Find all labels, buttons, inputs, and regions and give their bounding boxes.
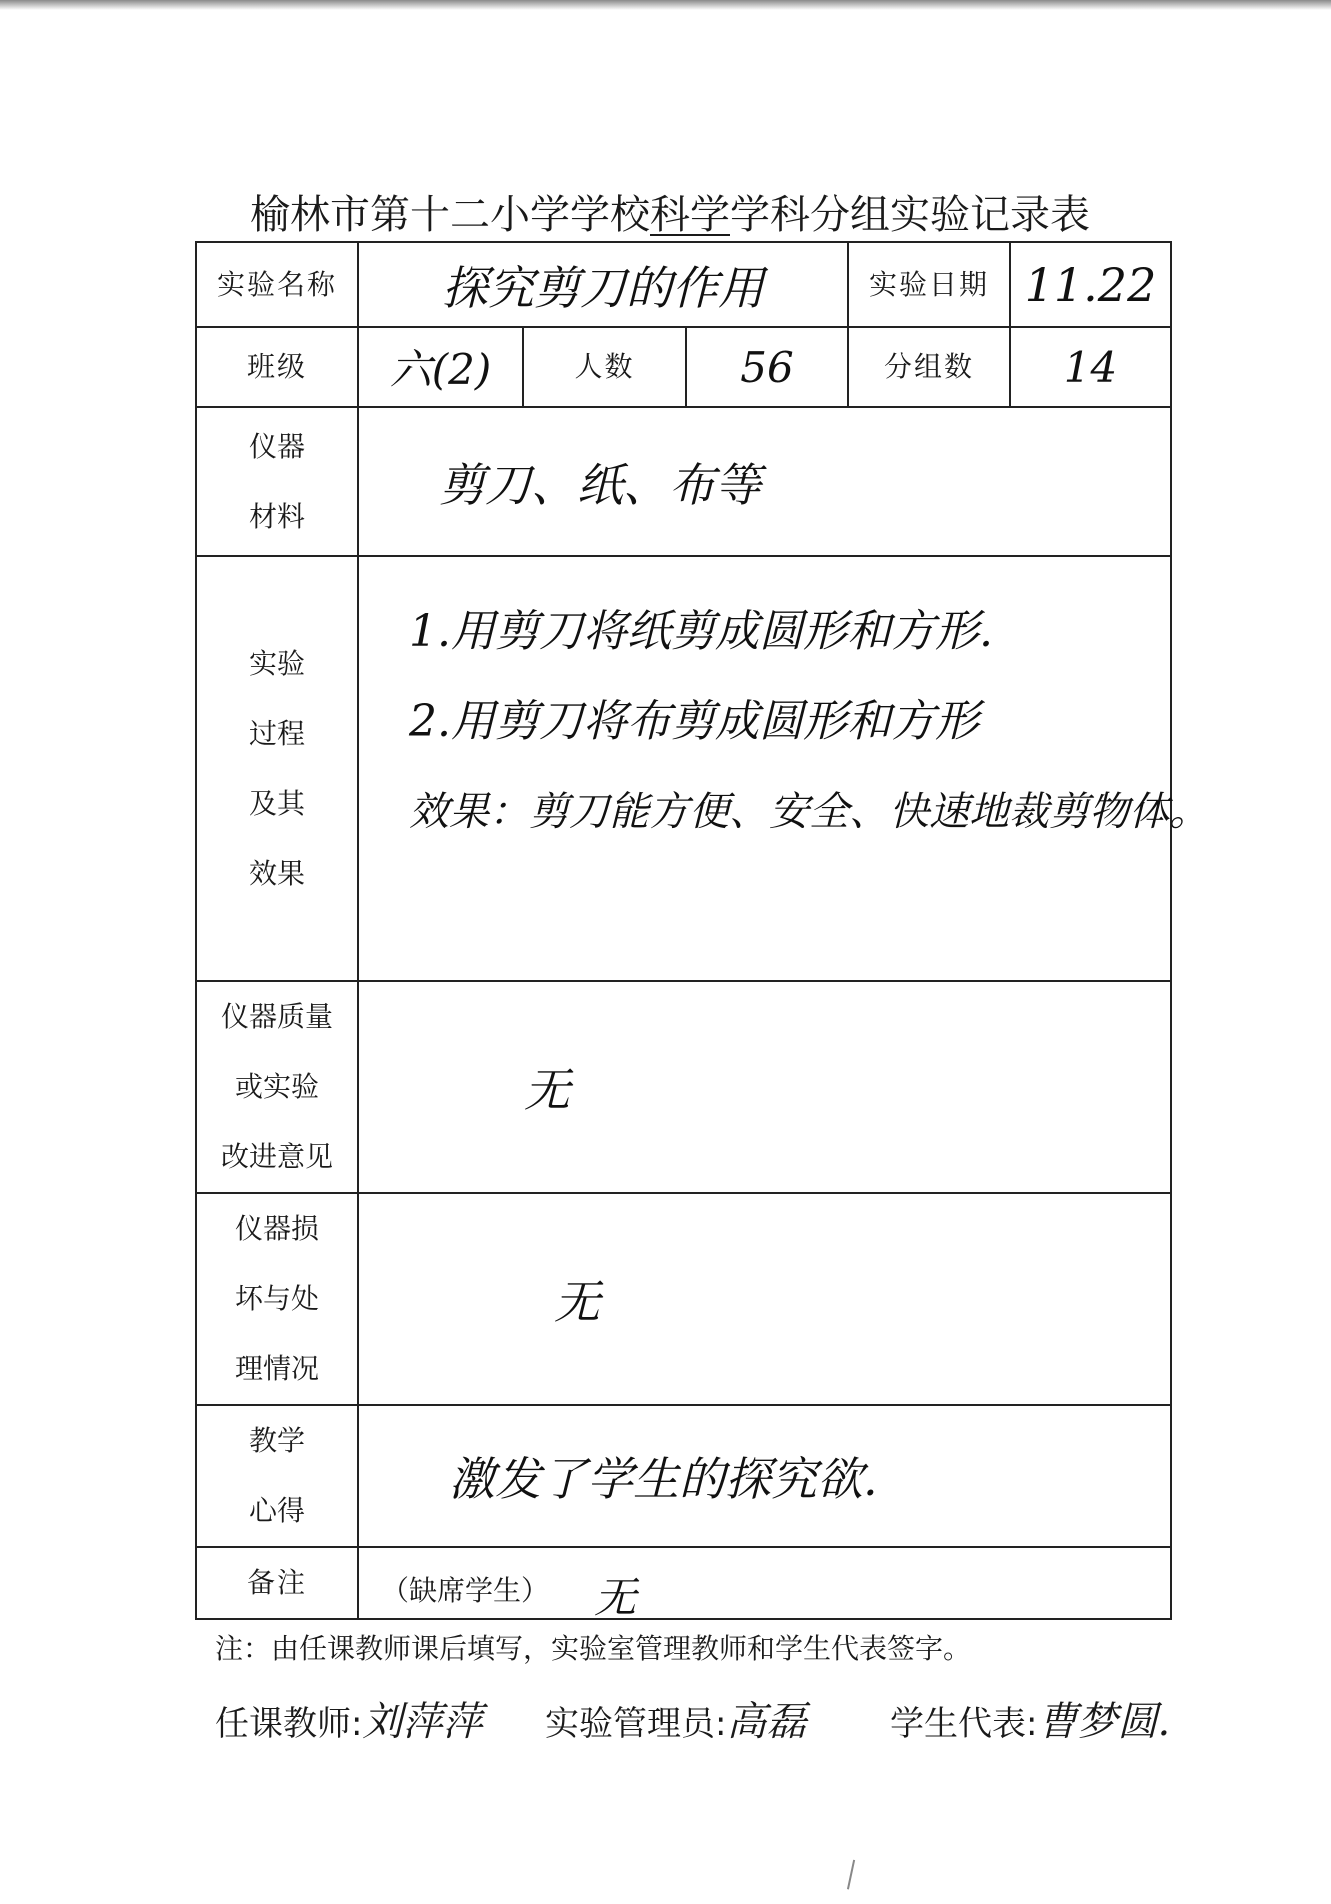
label-damage-line2: 坏与处 <box>234 1282 319 1315</box>
row-experiment-name <box>196 242 1171 327</box>
label-headcount: 人数 <box>523 327 686 407</box>
title-prefix: 榆林市第十二小学学校 <box>250 192 650 238</box>
footnote: 注：由任课教师课后填写，实验室管理教师和学生代表签字。 <box>215 1632 972 1665</box>
row-quality <box>196 981 1171 1193</box>
value-groups: 14 <box>1063 342 1118 392</box>
cell-headcount <box>686 327 848 407</box>
value-damage: 无 <box>554 1275 600 1329</box>
label-insight-line1: 教学 <box>248 1424 305 1457</box>
row-remarks <box>196 1547 1171 1619</box>
value-process-line1: 1.用剪刀将纸剪成圆形和方形. <box>409 606 993 657</box>
label-equipment-line2: 材料 <box>248 499 305 533</box>
teacher-signature <box>215 1690 482 1747</box>
title-suffix: 学科分组实验记录表 <box>730 192 1090 238</box>
teacher-label: 任课教师: <box>215 1704 363 1744</box>
student-name: 曹梦圆. <box>1037 1699 1171 1745</box>
admin-label: 实验管理员: <box>545 1704 727 1744</box>
label-damage-line3: 理情况 <box>234 1352 319 1385</box>
cell-experiment-date <box>1010 242 1171 327</box>
label-quality-line3: 改进意见 <box>220 1140 333 1173</box>
signature-row <box>215 1690 1195 1770</box>
cell-groups <box>1010 327 1171 407</box>
cell-damage <box>358 1193 1171 1405</box>
title-subject: 科学 <box>650 192 730 238</box>
label-process-line1: 实验 <box>248 646 305 680</box>
label-class: 班级 <box>196 327 358 407</box>
cell-class <box>358 327 523 407</box>
label-equipment-line1: 仪器 <box>248 429 305 463</box>
value-experiment-name: 探究剪刀的作用 <box>442 260 764 315</box>
row-damage <box>196 1193 1171 1405</box>
label-experiment-date: 实验日期 <box>848 242 1010 327</box>
cell-quality <box>358 981 1171 1193</box>
student-signature <box>890 1690 1170 1747</box>
label-quality-line2: 或实验 <box>234 1070 319 1103</box>
label-insight <box>196 1405 358 1547</box>
label-quality <box>196 981 358 1193</box>
value-experiment-date: 11.22 <box>1024 257 1157 312</box>
value-quality: 无 <box>524 1063 570 1117</box>
label-damage <box>196 1193 358 1405</box>
admin-name: 高磊 <box>726 1699 807 1745</box>
label-process-line2: 过程 <box>248 716 305 750</box>
cell-equipment <box>358 407 1171 556</box>
label-process-line4: 效果 <box>248 856 305 890</box>
admin-signature <box>545 1690 806 1747</box>
pen-mark <box>847 1860 859 1891</box>
record-sheet <box>195 241 1209 1622</box>
label-insight-line2: 心得 <box>248 1494 305 1527</box>
label-quality-line1: 仪器质量 <box>220 1000 333 1033</box>
record-table <box>195 241 1209 1622</box>
document-title <box>250 183 1120 240</box>
value-process-line2: 2.用剪刀将布剪成圆形和方形 <box>409 696 979 747</box>
value-equipment: 剪刀、纸、布等 <box>439 457 761 512</box>
cell-experiment-name <box>358 242 848 327</box>
label-damage-line1: 仪器损 <box>234 1212 319 1245</box>
label-absent: （缺席学生） <box>381 1574 550 1607</box>
row-equipment <box>196 407 1171 556</box>
cell-insight <box>358 1405 1171 1547</box>
row-insight <box>196 1405 1171 1547</box>
label-groups: 分组数 <box>848 327 1010 407</box>
cell-remarks <box>358 1547 1171 1622</box>
label-remarks: 备注 <box>196 1547 358 1619</box>
label-experiment-name: 实验名称 <box>196 242 358 327</box>
value-class: 六(2) <box>389 345 492 394</box>
label-process-line3: 及其 <box>248 786 305 820</box>
value-headcount: 56 <box>740 342 794 392</box>
cell-process <box>358 556 1209 981</box>
row-class <box>196 327 1171 407</box>
value-absent: 无 <box>594 1573 637 1622</box>
label-process <box>196 556 358 981</box>
value-insight: 激发了学生的探究欲. <box>449 1452 878 1506</box>
teacher-name: 刘萍萍 <box>362 1699 483 1745</box>
row-process <box>196 556 1171 981</box>
student-label: 学生代表: <box>890 1704 1038 1744</box>
scan-edge <box>0 0 1331 10</box>
label-equipment <box>196 407 358 556</box>
value-process-line3: 效果：剪刀能方便、安全、快速地裁剪物体。 <box>409 789 1209 835</box>
